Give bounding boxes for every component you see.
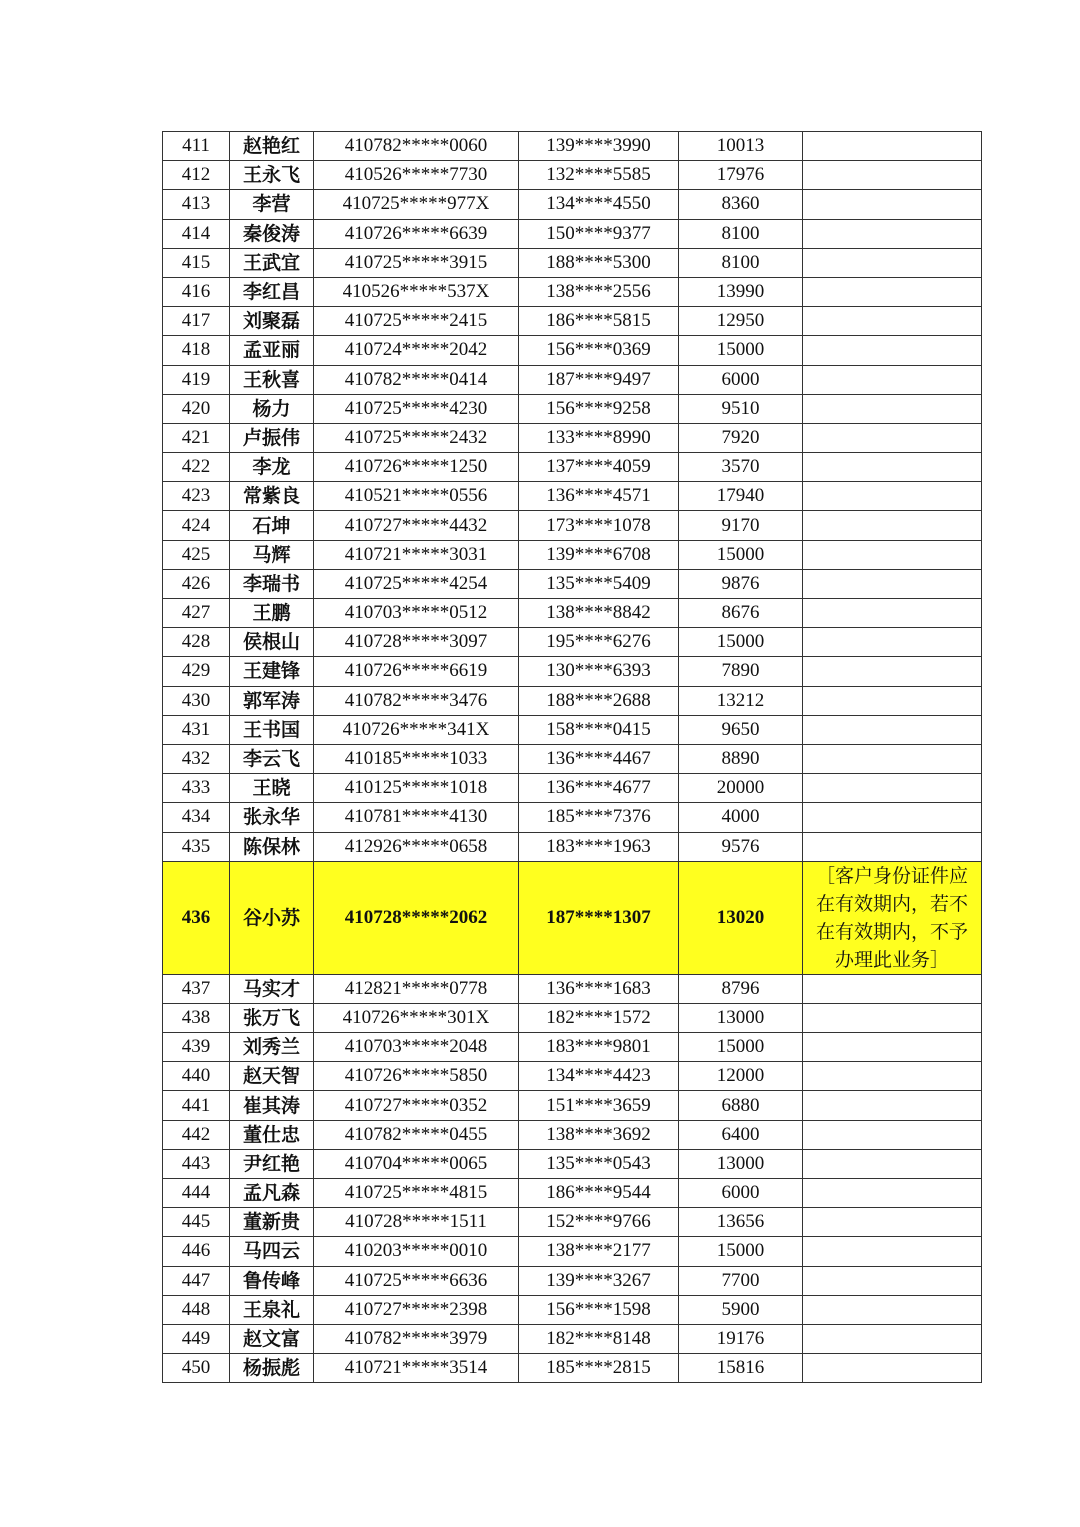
table-row [163, 628, 982, 657]
data-table [162, 131, 982, 1383]
remark-cell [803, 599, 982, 628]
remark-cell: ［客户身份证件应在有效期内，若不在有效期内，不予办理此业务］ [803, 861, 982, 974]
table-row [163, 774, 982, 803]
row-number-cell: 412 [163, 161, 230, 190]
remark-cell [803, 832, 982, 861]
phone-cell: 156****0369 [519, 336, 679, 365]
remark-cell [803, 540, 982, 569]
id-number-cell: 410782*****0455 [314, 1120, 519, 1149]
remark-cell [803, 974, 982, 1003]
id-number-cell: 410185*****1033 [314, 744, 519, 773]
name-cell: 刘聚磊 [230, 307, 314, 336]
name-cell: 卢振伟 [230, 423, 314, 452]
amount-cell: 13000 [679, 1003, 803, 1032]
row-number-cell: 414 [163, 219, 230, 248]
phone-cell: 182****8148 [519, 1324, 679, 1353]
name-cell: 孟亚丽 [230, 336, 314, 365]
phone-cell: 136****4571 [519, 482, 679, 511]
name-cell: 谷小苏 [230, 861, 314, 974]
amount-cell: 15000 [679, 540, 803, 569]
id-number-cell: 410726*****5850 [314, 1062, 519, 1091]
table-row [163, 1324, 982, 1353]
remark-cell [803, 1003, 982, 1032]
row-number-cell: 448 [163, 1295, 230, 1324]
row-number-cell: 444 [163, 1179, 230, 1208]
amount-cell: 13656 [679, 1208, 803, 1237]
name-cell: 王武宜 [230, 248, 314, 277]
name-cell: 张永华 [230, 803, 314, 832]
id-number-cell: 410725*****2415 [314, 307, 519, 336]
row-number-cell: 442 [163, 1120, 230, 1149]
id-number-cell: 410704*****0065 [314, 1149, 519, 1178]
row-number-cell: 428 [163, 628, 230, 657]
id-number-cell: 410725*****4815 [314, 1179, 519, 1208]
name-cell: 王鹏 [230, 599, 314, 628]
table-row [163, 744, 982, 773]
name-cell: 鲁传峰 [230, 1266, 314, 1295]
amount-cell: 9876 [679, 569, 803, 598]
phone-cell: 151****3659 [519, 1091, 679, 1120]
amount-cell: 8360 [679, 190, 803, 219]
id-number-cell: 410725*****6636 [314, 1266, 519, 1295]
amount-cell: 3570 [679, 453, 803, 482]
amount-cell: 15000 [679, 1237, 803, 1266]
remark-cell [803, 1091, 982, 1120]
remark-cell [803, 453, 982, 482]
table-row [163, 1062, 982, 1091]
table-row [163, 132, 982, 161]
row-number-cell: 415 [163, 248, 230, 277]
row-number-cell: 430 [163, 686, 230, 715]
table-row [163, 482, 982, 511]
table-row [163, 657, 982, 686]
name-cell: 董新贵 [230, 1208, 314, 1237]
name-cell: 常紫良 [230, 482, 314, 511]
amount-cell: 13990 [679, 277, 803, 306]
row-number-cell: 441 [163, 1091, 230, 1120]
remark-cell [803, 774, 982, 803]
phone-cell: 182****1572 [519, 1003, 679, 1032]
id-number-cell: 410724*****2042 [314, 336, 519, 365]
id-number-cell: 410526*****7730 [314, 161, 519, 190]
amount-cell: 7890 [679, 657, 803, 686]
name-cell: 李红昌 [230, 277, 314, 306]
table-row [163, 1091, 982, 1120]
amount-cell: 12000 [679, 1062, 803, 1091]
remark-cell [803, 744, 982, 773]
id-number-cell: 410781*****4130 [314, 803, 519, 832]
table-row [163, 1266, 982, 1295]
id-number-cell: 410703*****0512 [314, 599, 519, 628]
name-cell: 马辉 [230, 540, 314, 569]
id-number-cell: 410727*****4432 [314, 511, 519, 540]
phone-cell: 133****8990 [519, 423, 679, 452]
phone-cell: 156****1598 [519, 1295, 679, 1324]
row-number-cell: 420 [163, 394, 230, 423]
table-row [163, 161, 982, 190]
table-row [163, 219, 982, 248]
table-row [163, 1120, 982, 1149]
remark-cell [803, 1324, 982, 1353]
phone-cell: 150****9377 [519, 219, 679, 248]
id-number-cell: 410727*****0352 [314, 1091, 519, 1120]
phone-cell: 173****1078 [519, 511, 679, 540]
id-number-cell: 410726*****1250 [314, 453, 519, 482]
table-row [163, 1149, 982, 1178]
row-number-cell: 424 [163, 511, 230, 540]
loan-list-sheet [162, 131, 982, 1383]
remark-cell [803, 569, 982, 598]
name-cell: 孟凡森 [230, 1179, 314, 1208]
id-number-cell: 412821*****0778 [314, 974, 519, 1003]
remark-cell [803, 423, 982, 452]
remark-cell [803, 1354, 982, 1383]
id-number-cell: 410726*****301X [314, 1003, 519, 1032]
table-row [163, 190, 982, 219]
name-cell: 石坤 [230, 511, 314, 540]
amount-cell: 4000 [679, 803, 803, 832]
phone-cell: 152****9766 [519, 1208, 679, 1237]
remark-cell [803, 1062, 982, 1091]
remark-cell [803, 803, 982, 832]
id-number-cell: 412926*****0658 [314, 832, 519, 861]
phone-cell: 139****3990 [519, 132, 679, 161]
name-cell: 李龙 [230, 453, 314, 482]
amount-cell: 13000 [679, 1149, 803, 1178]
table-row [163, 1033, 982, 1062]
phone-cell: 139****3267 [519, 1266, 679, 1295]
phone-cell: 195****6276 [519, 628, 679, 657]
phone-cell: 132****5585 [519, 161, 679, 190]
remark-cell [803, 1120, 982, 1149]
row-number-cell: 439 [163, 1033, 230, 1062]
phone-cell: 136****4467 [519, 744, 679, 773]
phone-cell: 183****9801 [519, 1033, 679, 1062]
row-number-cell: 411 [163, 132, 230, 161]
name-cell: 尹红艳 [230, 1149, 314, 1178]
remark-cell [803, 161, 982, 190]
id-number-cell: 410526*****537X [314, 277, 519, 306]
name-cell: 张万飞 [230, 1003, 314, 1032]
phone-cell: 186****9544 [519, 1179, 679, 1208]
row-number-cell: 447 [163, 1266, 230, 1295]
remark-cell [803, 1033, 982, 1062]
amount-cell: 7920 [679, 423, 803, 452]
id-number-cell: 410782*****3979 [314, 1324, 519, 1353]
table-row [163, 307, 982, 336]
table-row [163, 569, 982, 598]
amount-cell: 13020 [679, 861, 803, 974]
id-number-cell: 410782*****0414 [314, 365, 519, 394]
phone-cell: 134****4423 [519, 1062, 679, 1091]
id-number-cell: 410728*****3097 [314, 628, 519, 657]
phone-cell: 188****5300 [519, 248, 679, 277]
table-row [163, 423, 982, 452]
phone-cell: 188****2688 [519, 686, 679, 715]
row-number-cell: 436 [163, 861, 230, 974]
name-cell: 王永飞 [230, 161, 314, 190]
phone-cell: 156****9258 [519, 394, 679, 423]
row-number-cell: 432 [163, 744, 230, 773]
row-number-cell: 434 [163, 803, 230, 832]
remark-cell [803, 1208, 982, 1237]
amount-cell: 8100 [679, 219, 803, 248]
row-number-cell: 425 [163, 540, 230, 569]
id-number-cell: 410725*****977X [314, 190, 519, 219]
id-number-cell: 410721*****3031 [314, 540, 519, 569]
amount-cell: 10013 [679, 132, 803, 161]
table-row [163, 1295, 982, 1324]
table-row [163, 1179, 982, 1208]
amount-cell: 6000 [679, 1179, 803, 1208]
row-number-cell: 433 [163, 774, 230, 803]
amount-cell: 9576 [679, 832, 803, 861]
phone-cell: 130****6393 [519, 657, 679, 686]
table-row [163, 511, 982, 540]
name-cell: 王晓 [230, 774, 314, 803]
remark-cell [803, 1179, 982, 1208]
row-number-cell: 438 [163, 1003, 230, 1032]
id-number-cell: 410728*****2062 [314, 861, 519, 974]
amount-cell: 8890 [679, 744, 803, 773]
amount-cell: 6000 [679, 365, 803, 394]
name-cell: 杨振彪 [230, 1354, 314, 1383]
remark-cell [803, 248, 982, 277]
remark-cell [803, 1237, 982, 1266]
table-row [163, 365, 982, 394]
row-number-cell: 440 [163, 1062, 230, 1091]
name-cell: 刘秀兰 [230, 1033, 314, 1062]
row-number-cell: 449 [163, 1324, 230, 1353]
row-number-cell: 450 [163, 1354, 230, 1383]
amount-cell: 9510 [679, 394, 803, 423]
table-row [163, 453, 982, 482]
phone-cell: 186****5815 [519, 307, 679, 336]
name-cell: 郭军涛 [230, 686, 314, 715]
name-cell: 秦俊涛 [230, 219, 314, 248]
row-number-cell: 423 [163, 482, 230, 511]
remark-cell [803, 1149, 982, 1178]
phone-cell: 135****5409 [519, 569, 679, 598]
table-row [163, 540, 982, 569]
remark-cell [803, 1266, 982, 1295]
remark-cell [803, 511, 982, 540]
remark-cell [803, 628, 982, 657]
phone-cell: 138****2556 [519, 277, 679, 306]
name-cell: 赵文富 [230, 1324, 314, 1353]
phone-cell: 139****6708 [519, 540, 679, 569]
phone-cell: 187****9497 [519, 365, 679, 394]
remark-cell [803, 482, 982, 511]
table-row [163, 861, 982, 974]
remark-cell [803, 336, 982, 365]
remark-cell [803, 1295, 982, 1324]
table-row [163, 599, 982, 628]
phone-cell: 185****7376 [519, 803, 679, 832]
table-row [163, 715, 982, 744]
row-number-cell: 422 [163, 453, 230, 482]
name-cell: 崔其涛 [230, 1091, 314, 1120]
table-row [163, 336, 982, 365]
table-body [163, 132, 982, 1383]
amount-cell: 12950 [679, 307, 803, 336]
phone-cell: 136****1683 [519, 974, 679, 1003]
id-number-cell: 410725*****4254 [314, 569, 519, 598]
phone-cell: 158****0415 [519, 715, 679, 744]
amount-cell: 19176 [679, 1324, 803, 1353]
name-cell: 李营 [230, 190, 314, 219]
remark-cell [803, 132, 982, 161]
amount-cell: 7700 [679, 1266, 803, 1295]
id-number-cell: 410727*****2398 [314, 1295, 519, 1324]
phone-cell: 136****4677 [519, 774, 679, 803]
amount-cell: 13212 [679, 686, 803, 715]
remark-cell [803, 365, 982, 394]
amount-cell: 8796 [679, 974, 803, 1003]
row-number-cell: 429 [163, 657, 230, 686]
row-number-cell: 426 [163, 569, 230, 598]
amount-cell: 20000 [679, 774, 803, 803]
table-row [163, 832, 982, 861]
id-number-cell: 410782*****0060 [314, 132, 519, 161]
row-number-cell: 427 [163, 599, 230, 628]
row-number-cell: 416 [163, 277, 230, 306]
table-row [163, 803, 982, 832]
phone-cell: 187****1307 [519, 861, 679, 974]
row-number-cell: 417 [163, 307, 230, 336]
name-cell: 董仕忠 [230, 1120, 314, 1149]
row-number-cell: 418 [163, 336, 230, 365]
id-number-cell: 410725*****2432 [314, 423, 519, 452]
row-number-cell: 421 [163, 423, 230, 452]
name-cell: 李云飞 [230, 744, 314, 773]
id-number-cell: 410703*****2048 [314, 1033, 519, 1062]
amount-cell: 8100 [679, 248, 803, 277]
id-number-cell: 410125*****1018 [314, 774, 519, 803]
id-number-cell: 410721*****3514 [314, 1354, 519, 1383]
phone-cell: 138****3692 [519, 1120, 679, 1149]
table-row [163, 277, 982, 306]
row-number-cell: 437 [163, 974, 230, 1003]
id-number-cell: 410725*****3915 [314, 248, 519, 277]
name-cell: 赵艳红 [230, 132, 314, 161]
name-cell: 王建锋 [230, 657, 314, 686]
phone-cell: 134****4550 [519, 190, 679, 219]
phone-cell: 137****4059 [519, 453, 679, 482]
name-cell: 马四云 [230, 1237, 314, 1266]
remark-cell [803, 219, 982, 248]
table-row [163, 974, 982, 1003]
row-number-cell: 443 [163, 1149, 230, 1178]
amount-cell: 15816 [679, 1354, 803, 1383]
amount-cell: 6400 [679, 1120, 803, 1149]
phone-cell: 183****1963 [519, 832, 679, 861]
row-number-cell: 413 [163, 190, 230, 219]
row-number-cell: 431 [163, 715, 230, 744]
row-number-cell: 446 [163, 1237, 230, 1266]
remark-cell [803, 394, 982, 423]
row-number-cell: 419 [163, 365, 230, 394]
amount-cell: 9170 [679, 511, 803, 540]
id-number-cell: 410726*****341X [314, 715, 519, 744]
name-cell: 赵天智 [230, 1062, 314, 1091]
id-number-cell: 410725*****4230 [314, 394, 519, 423]
amount-cell: 8676 [679, 599, 803, 628]
amount-cell: 5900 [679, 1295, 803, 1324]
amount-cell: 15000 [679, 336, 803, 365]
amount-cell: 17976 [679, 161, 803, 190]
table-row [163, 1208, 982, 1237]
phone-cell: 138****2177 [519, 1237, 679, 1266]
amount-cell: 6880 [679, 1091, 803, 1120]
id-number-cell: 410203*****0010 [314, 1237, 519, 1266]
id-number-cell: 410726*****6639 [314, 219, 519, 248]
name-cell: 侯根山 [230, 628, 314, 657]
name-cell: 杨力 [230, 394, 314, 423]
id-number-cell: 410726*****6619 [314, 657, 519, 686]
name-cell: 王秋喜 [230, 365, 314, 394]
amount-cell: 15000 [679, 1033, 803, 1062]
row-number-cell: 435 [163, 832, 230, 861]
remark-cell [803, 307, 982, 336]
table-row [163, 248, 982, 277]
id-number-cell: 410728*****1511 [314, 1208, 519, 1237]
name-cell: 李瑞书 [230, 569, 314, 598]
name-cell: 王书国 [230, 715, 314, 744]
remark-cell [803, 277, 982, 306]
amount-cell: 9650 [679, 715, 803, 744]
name-cell: 马实才 [230, 974, 314, 1003]
remark-cell [803, 657, 982, 686]
id-number-cell: 410521*****0556 [314, 482, 519, 511]
table-row [163, 1003, 982, 1032]
table-row [163, 1237, 982, 1266]
amount-cell: 15000 [679, 628, 803, 657]
remark-cell [803, 715, 982, 744]
row-number-cell: 445 [163, 1208, 230, 1237]
phone-cell: 138****8842 [519, 599, 679, 628]
name-cell: 王泉礼 [230, 1295, 314, 1324]
id-number-cell: 410782*****3476 [314, 686, 519, 715]
table-row [163, 686, 982, 715]
phone-cell: 185****2815 [519, 1354, 679, 1383]
table-row [163, 1354, 982, 1383]
phone-cell: 135****0543 [519, 1149, 679, 1178]
amount-cell: 17940 [679, 482, 803, 511]
remark-cell [803, 190, 982, 219]
name-cell: 陈保林 [230, 832, 314, 861]
table-row [163, 394, 982, 423]
remark-cell [803, 686, 982, 715]
